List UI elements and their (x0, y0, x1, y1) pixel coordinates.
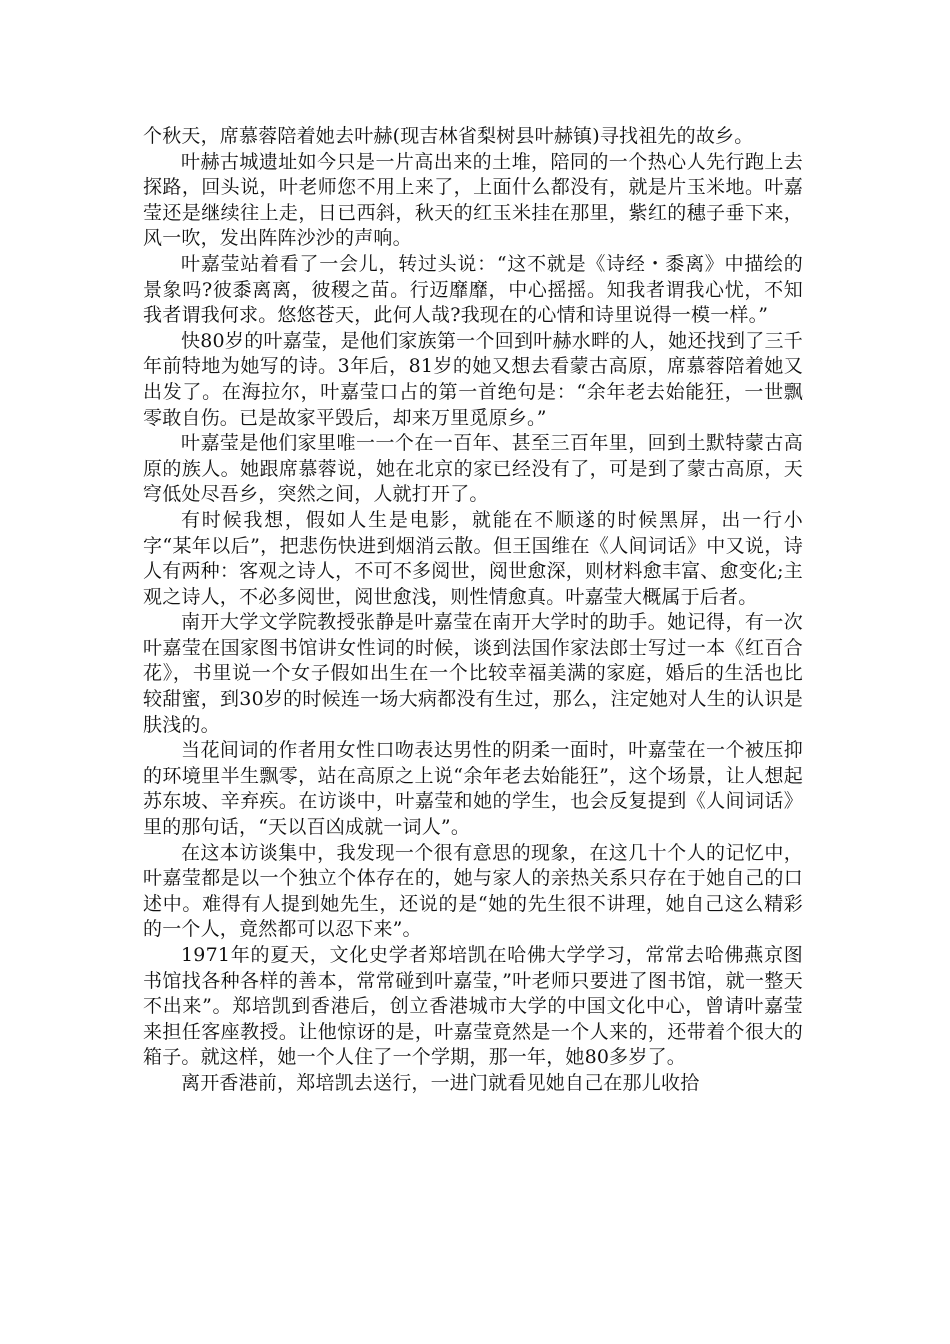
paragraph: 南开大学文学院教授张静是叶嘉莹在南开大学时的助手。她记得，有一次叶嘉莹在国家图书馆讲女性词的时候，谈到法国作家法郎士写过一本《红百合花》，书里说一个女子假如出生在一个比较幸福美满的家庭，婚后的生活也比较甜蜜，到30岁的时候连一场大病都没有生过，那么，注定她对人生的认识是肤浅的。 (143, 611, 803, 736)
paragraph: 有时候我想，假如人生是电影，就能在不顺遂的时候黑屏，出一行小字“某年以后”，把悲伤快进到烟消云散。但王国维在《人间词话》中又说，诗人有两种：客观之诗人，不可不多阅世，阅世愈深，则材料愈丰富、愈变化;主观之诗人，不必多阅世，阅世愈浅，则性情愈真。叶嘉莹大概属于后者。 (143, 508, 803, 608)
paragraph: 1971年的夏天，文化史学者郑培凯在哈佛大学学习，常常去哈佛燕京图书馆找各种各样的善本，常常碰到叶嘉莹，”叶老师只要进了图书馆，就一整天不出来”。郑培凯到香港后，创立香港城市大学的中国文化中心，曾请叶嘉莹来担任客座教授。让他惊讶的是，叶嘉莹竟然是一个人来的，还带着个很大的箱子。就这样，她一个人住了一个学期，那一年，她80多岁了。 (143, 944, 803, 1069)
paragraph: 快80岁的叶嘉莹，是他们家族第一个回到叶赫水畔的人，她还找到了三千年前特地为她写的诗。3年后，81岁的她又想去看蒙古高原，席慕蓉陪着她又出发了。在海拉尔，叶嘉莹口占的第一首绝句是：“余年老去始能狂，一世飘零敢自伤。已是故家平毁后，却来万里觅原乡。” (143, 329, 803, 429)
paragraph: 离开香港前，郑培凯去送行，一进门就看见她自己在那儿收拾 (181, 1071, 700, 1094)
paragraph: 当花间词的作者用女性口吻表达男性的阴柔一面时，叶嘉莹在一个被压抑的环境里半生飘零，站在高原之上说“余年老去始能狂”，这个场景，让人想起苏东坡、辛弃疾。在访谈中，叶嘉莹和她的学生，也会反复提到《人间词话》里的那句话，“天以百凶成就一词人”。 (143, 739, 803, 839)
paragraph: 个秋天，席慕蓉陪着她去叶赫(现吉林省梨树县叶赫镇)寻找祖先的故乡。 (143, 125, 754, 147)
article-body (143, 124, 803, 1097)
paragraph: 叶赫古城遗址如今只是一片高出来的土堆，陪同的一个热心人先行跑上去探路，回头说，叶老师您不用上来了，上面什么都没有，就是片玉米地。叶嘉莹还是继续往上走，日已西斜，秋天的红玉米挂在那里，紫红的穗子垂下来，风一吹，发出阵阵沙沙的声响。 (143, 150, 803, 250)
paragraph: 叶嘉莹站着看了一会儿，转过头说：“这不就是《诗经・黍离》中描绘的景象吗?彼黍离离，彼稷之苗。行迈靡靡，中心摇摇。知我者谓我心忧，不知我者谓我何求。悠悠苍天，此何人哉?我现在的心情和诗里说得一模一样。” (143, 252, 803, 327)
paragraph: 在这本访谈集中，我发现一个很有意思的现象，在这几十个人的记忆中，叶嘉莹都是以一个独立个体存在的，她与家人的亲热关系只存在于她自己的口述中。难得有人提到她先生，还说的是“她的先生很不讲理，她自己这么精彩的一个人，竟然都可以忍下来”。 (143, 841, 803, 941)
paragraph: 叶嘉莹是他们家里唯一一个在一百年、甚至三百年里，回到土默特蒙古高原的族人。她跟席慕蓉说，她在北京的家已经没有了，可是到了蒙古高原，天穹低处尽吾乡，突然之间，人就打开了。 (143, 432, 803, 506)
